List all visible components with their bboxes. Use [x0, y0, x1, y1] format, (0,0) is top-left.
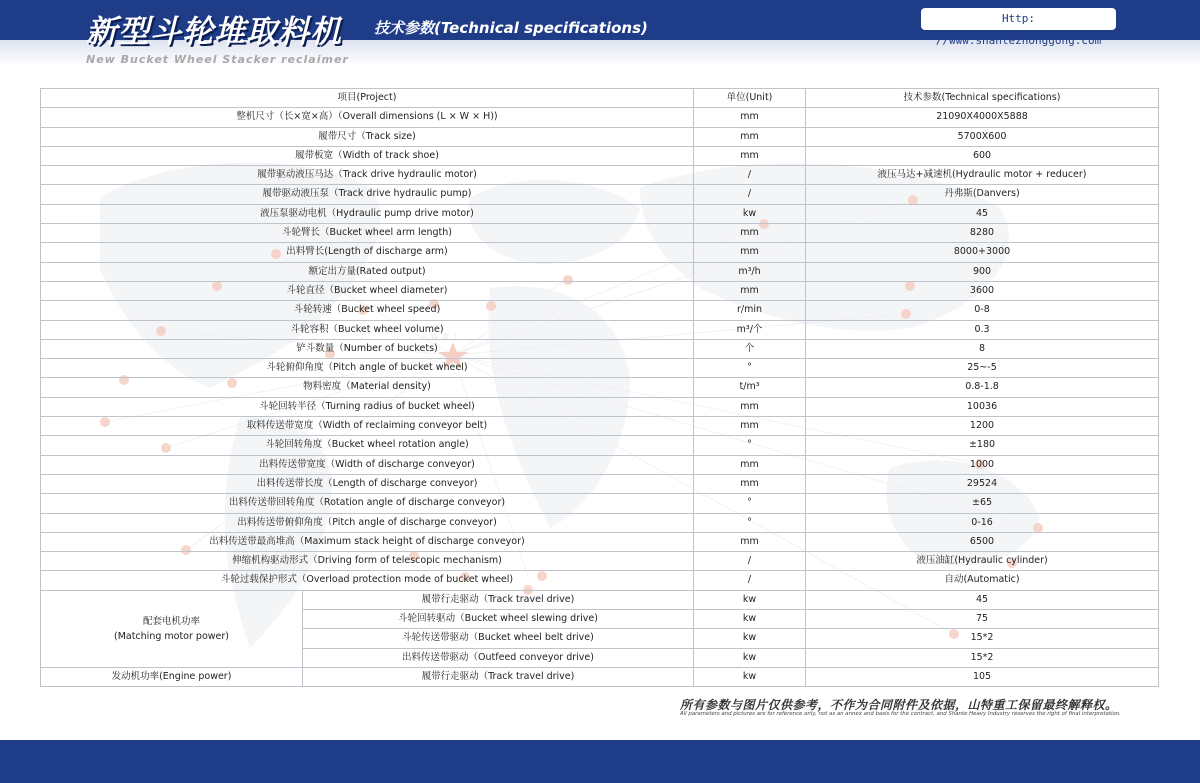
project-cell: 出料传送带俯仰角度（Pitch angle of discharge conveyor): [41, 513, 694, 532]
spec-table-body: [41, 108, 1159, 687]
website-url[interactable]: Http: //www.shantezhonggong.com: [921, 8, 1116, 30]
title-en: New Bucket Wheel Stacker reclaimer: [86, 53, 349, 66]
value-cell: 45: [806, 590, 1159, 609]
value-cell: 液压油缸(Hydraulic cylinder): [806, 552, 1159, 571]
value-cell: 10036: [806, 397, 1159, 416]
value-cell: ±180: [806, 436, 1159, 455]
table-row: [41, 146, 1159, 165]
value-cell: 45: [806, 204, 1159, 223]
value-cell: 0-8: [806, 301, 1159, 320]
value-cell: 1000: [806, 455, 1159, 474]
value-cell: ±65: [806, 494, 1159, 513]
unit-cell: mm: [694, 455, 806, 474]
table-header-row: [41, 89, 1159, 108]
unit-cell: mm: [694, 281, 806, 300]
subtitle: 技术参数(Technical specifications): [374, 19, 648, 37]
table-row: [41, 667, 1159, 686]
unit-cell: kw: [694, 590, 806, 609]
value-cell: 21090X4000X5888: [806, 108, 1159, 127]
table-row: [41, 378, 1159, 397]
value-cell: 8000+3000: [806, 243, 1159, 262]
project-cell: 斗轮臂长（Bucket wheel arm length): [41, 224, 694, 243]
value-cell: 丹弗斯(Danvers): [806, 185, 1159, 204]
project-cell: 斗轮直径（Bucket wheel diameter): [41, 281, 694, 300]
project-cell: 履带驱动液压泵（Track drive hydraulic pump): [41, 185, 694, 204]
project-cell: 斗轮回转角度（Bucket wheel rotation angle): [41, 436, 694, 455]
unit-cell: t/m³: [694, 378, 806, 397]
project-cell: 斗轮传送带驱动（Bucket wheel belt drive): [303, 629, 694, 648]
project-cell: 斗轮容积（Bucket wheel volume): [41, 320, 694, 339]
project-cell: 取料传送带宽度（Width of reclaiming conveyor belt): [41, 417, 694, 436]
project-cell: 伸缩机构驱动形式（Driving form of telescopic mechanism): [41, 552, 694, 571]
unit-cell: mm: [694, 417, 806, 436]
table-row: [41, 185, 1159, 204]
value-cell: 105: [806, 667, 1159, 686]
table-row: [41, 532, 1159, 551]
unit-cell: m³/个: [694, 320, 806, 339]
table-row: [41, 339, 1159, 358]
table-row: [41, 397, 1159, 416]
table-row: [41, 513, 1159, 532]
value-cell: 600: [806, 146, 1159, 165]
value-cell: 6500: [806, 532, 1159, 551]
project-cell: 出料传送带最高堆高（Maximum stack height of discharge conveyor): [41, 532, 694, 551]
value-cell: 0.8-1.8: [806, 378, 1159, 397]
project-cell: 斗轮转速（Bucket wheel speed): [41, 301, 694, 320]
project-cell: 履带尺寸（Track size): [41, 127, 694, 146]
unit-cell: kw: [694, 204, 806, 223]
value-cell: 15*2: [806, 648, 1159, 667]
project-cell: 液压泵驱动电机（Hydraulic pump drive motor): [41, 204, 694, 223]
project-cell: 斗轮过载保护形式（Overload protection mode of bucket wheel): [41, 571, 694, 590]
unit-cell: kw: [694, 648, 806, 667]
unit-cell: mm: [694, 532, 806, 551]
value-cell: 1200: [806, 417, 1159, 436]
unit-cell: °: [694, 359, 806, 378]
unit-cell: /: [694, 571, 806, 590]
value-cell: 29524: [806, 474, 1159, 493]
header-unit: 单位(Unit): [694, 89, 806, 108]
table-row: [41, 224, 1159, 243]
value-cell: 8: [806, 339, 1159, 358]
unit-cell: kw: [694, 610, 806, 629]
project-cell: 额定出方量(Rated output): [41, 262, 694, 281]
value-cell: 3600: [806, 281, 1159, 300]
value-cell: 5700X600: [806, 127, 1159, 146]
table-row: [41, 590, 1159, 609]
value-cell: 900: [806, 262, 1159, 281]
disclaimer-en: All parameters and pictures are for reference only, not as an annex and basis for the contract, and Shante Heavy Industry reserves the right of final interpretation.: [680, 711, 1121, 717]
unit-cell: mm: [694, 108, 806, 127]
disclaimer-cn: 所有参数与图片仅供参考，不作为合同附件及依据，山特重工保留最终解释权。: [680, 698, 1118, 712]
unit-cell: /: [694, 185, 806, 204]
value-cell: 75: [806, 610, 1159, 629]
value-cell: 8280: [806, 224, 1159, 243]
project-cell: 斗轮回转驱动（Bucket wheel slewing drive): [303, 610, 694, 629]
spec-table: [40, 88, 1159, 687]
title-cn: 新型斗轮堆取料机: [86, 14, 342, 50]
table-row: [41, 417, 1159, 436]
unit-cell: kw: [694, 629, 806, 648]
table-row: [41, 281, 1159, 300]
value-cell: 0.3: [806, 320, 1159, 339]
value-cell: 25~-5: [806, 359, 1159, 378]
project-cell: 铲斗数量（Number of buckets): [41, 339, 694, 358]
unit-cell: °: [694, 494, 806, 513]
unit-cell: mm: [694, 224, 806, 243]
table-row: [41, 474, 1159, 493]
project-cell: 履带行走驱动（Track travel drive): [303, 590, 694, 609]
project-cell: 物料密度（Material density): [41, 378, 694, 397]
unit-cell: mm: [694, 146, 806, 165]
table-row: [41, 320, 1159, 339]
project-cell: 履带驱动液压马达（Track drive hydraulic motor): [41, 166, 694, 185]
unit-cell: r/min: [694, 301, 806, 320]
unit-cell: mm: [694, 397, 806, 416]
table-row: [41, 262, 1159, 281]
table-row: [41, 166, 1159, 185]
header-spec: 技术参数(Technical specifications): [806, 89, 1159, 108]
unit-cell: mm: [694, 127, 806, 146]
unit-cell: kw: [694, 667, 806, 686]
table-row: [41, 455, 1159, 474]
table-row: [41, 127, 1159, 146]
table-row: [41, 359, 1159, 378]
table-row: [41, 494, 1159, 513]
value-cell: 15*2: [806, 629, 1159, 648]
unit-cell: m³/h: [694, 262, 806, 281]
project-cell: 履带行走驱动（Track travel drive): [303, 667, 694, 686]
unit-cell: °: [694, 436, 806, 455]
unit-cell: mm: [694, 243, 806, 262]
table-row: [41, 552, 1159, 571]
header-project: 项目(Project): [41, 89, 694, 108]
table-row: [41, 243, 1159, 262]
table-row: [41, 436, 1159, 455]
project-cell: 出料传送带宽度（Width of discharge conveyor): [41, 455, 694, 474]
value-cell: 液压马达+减速机(Hydraulic motor + reducer): [806, 166, 1159, 185]
project-cell: 履带板宽（Width of track shoe): [41, 146, 694, 165]
unit-cell: °: [694, 513, 806, 532]
table-row: [41, 204, 1159, 223]
value-cell: 0-16: [806, 513, 1159, 532]
footer-bar: [0, 740, 1200, 783]
project-cell: 出料臂长(Length of discharge arm): [41, 243, 694, 262]
engine-power-label: 发动机功率(Engine power): [41, 667, 303, 686]
unit-cell: /: [694, 552, 806, 571]
project-cell: 斗轮俯仰角度（Pitch angle of bucket wheel): [41, 359, 694, 378]
value-cell: 自动(Automatic): [806, 571, 1159, 590]
project-cell: 出料传送带回转角度（Rotation angle of discharge conveyor): [41, 494, 694, 513]
unit-cell: mm: [694, 474, 806, 493]
table-row: [41, 571, 1159, 590]
table-row: [41, 108, 1159, 127]
project-cell: 整机尺寸（长×宽×高）（Overall dimensions (L × W × H)): [41, 108, 694, 127]
unit-cell: 个: [694, 339, 806, 358]
project-cell: 出料传送带驱动（Outfeed conveyor drive): [303, 648, 694, 667]
unit-cell: /: [694, 166, 806, 185]
project-cell: 出料传送带长度（Length of discharge conveyor): [41, 474, 694, 493]
table-row: [41, 301, 1159, 320]
motor-group-label: 配套电机功率 (Matching motor power): [41, 590, 303, 667]
project-cell: 斗轮回转半径（Turning radius of bucket wheel): [41, 397, 694, 416]
